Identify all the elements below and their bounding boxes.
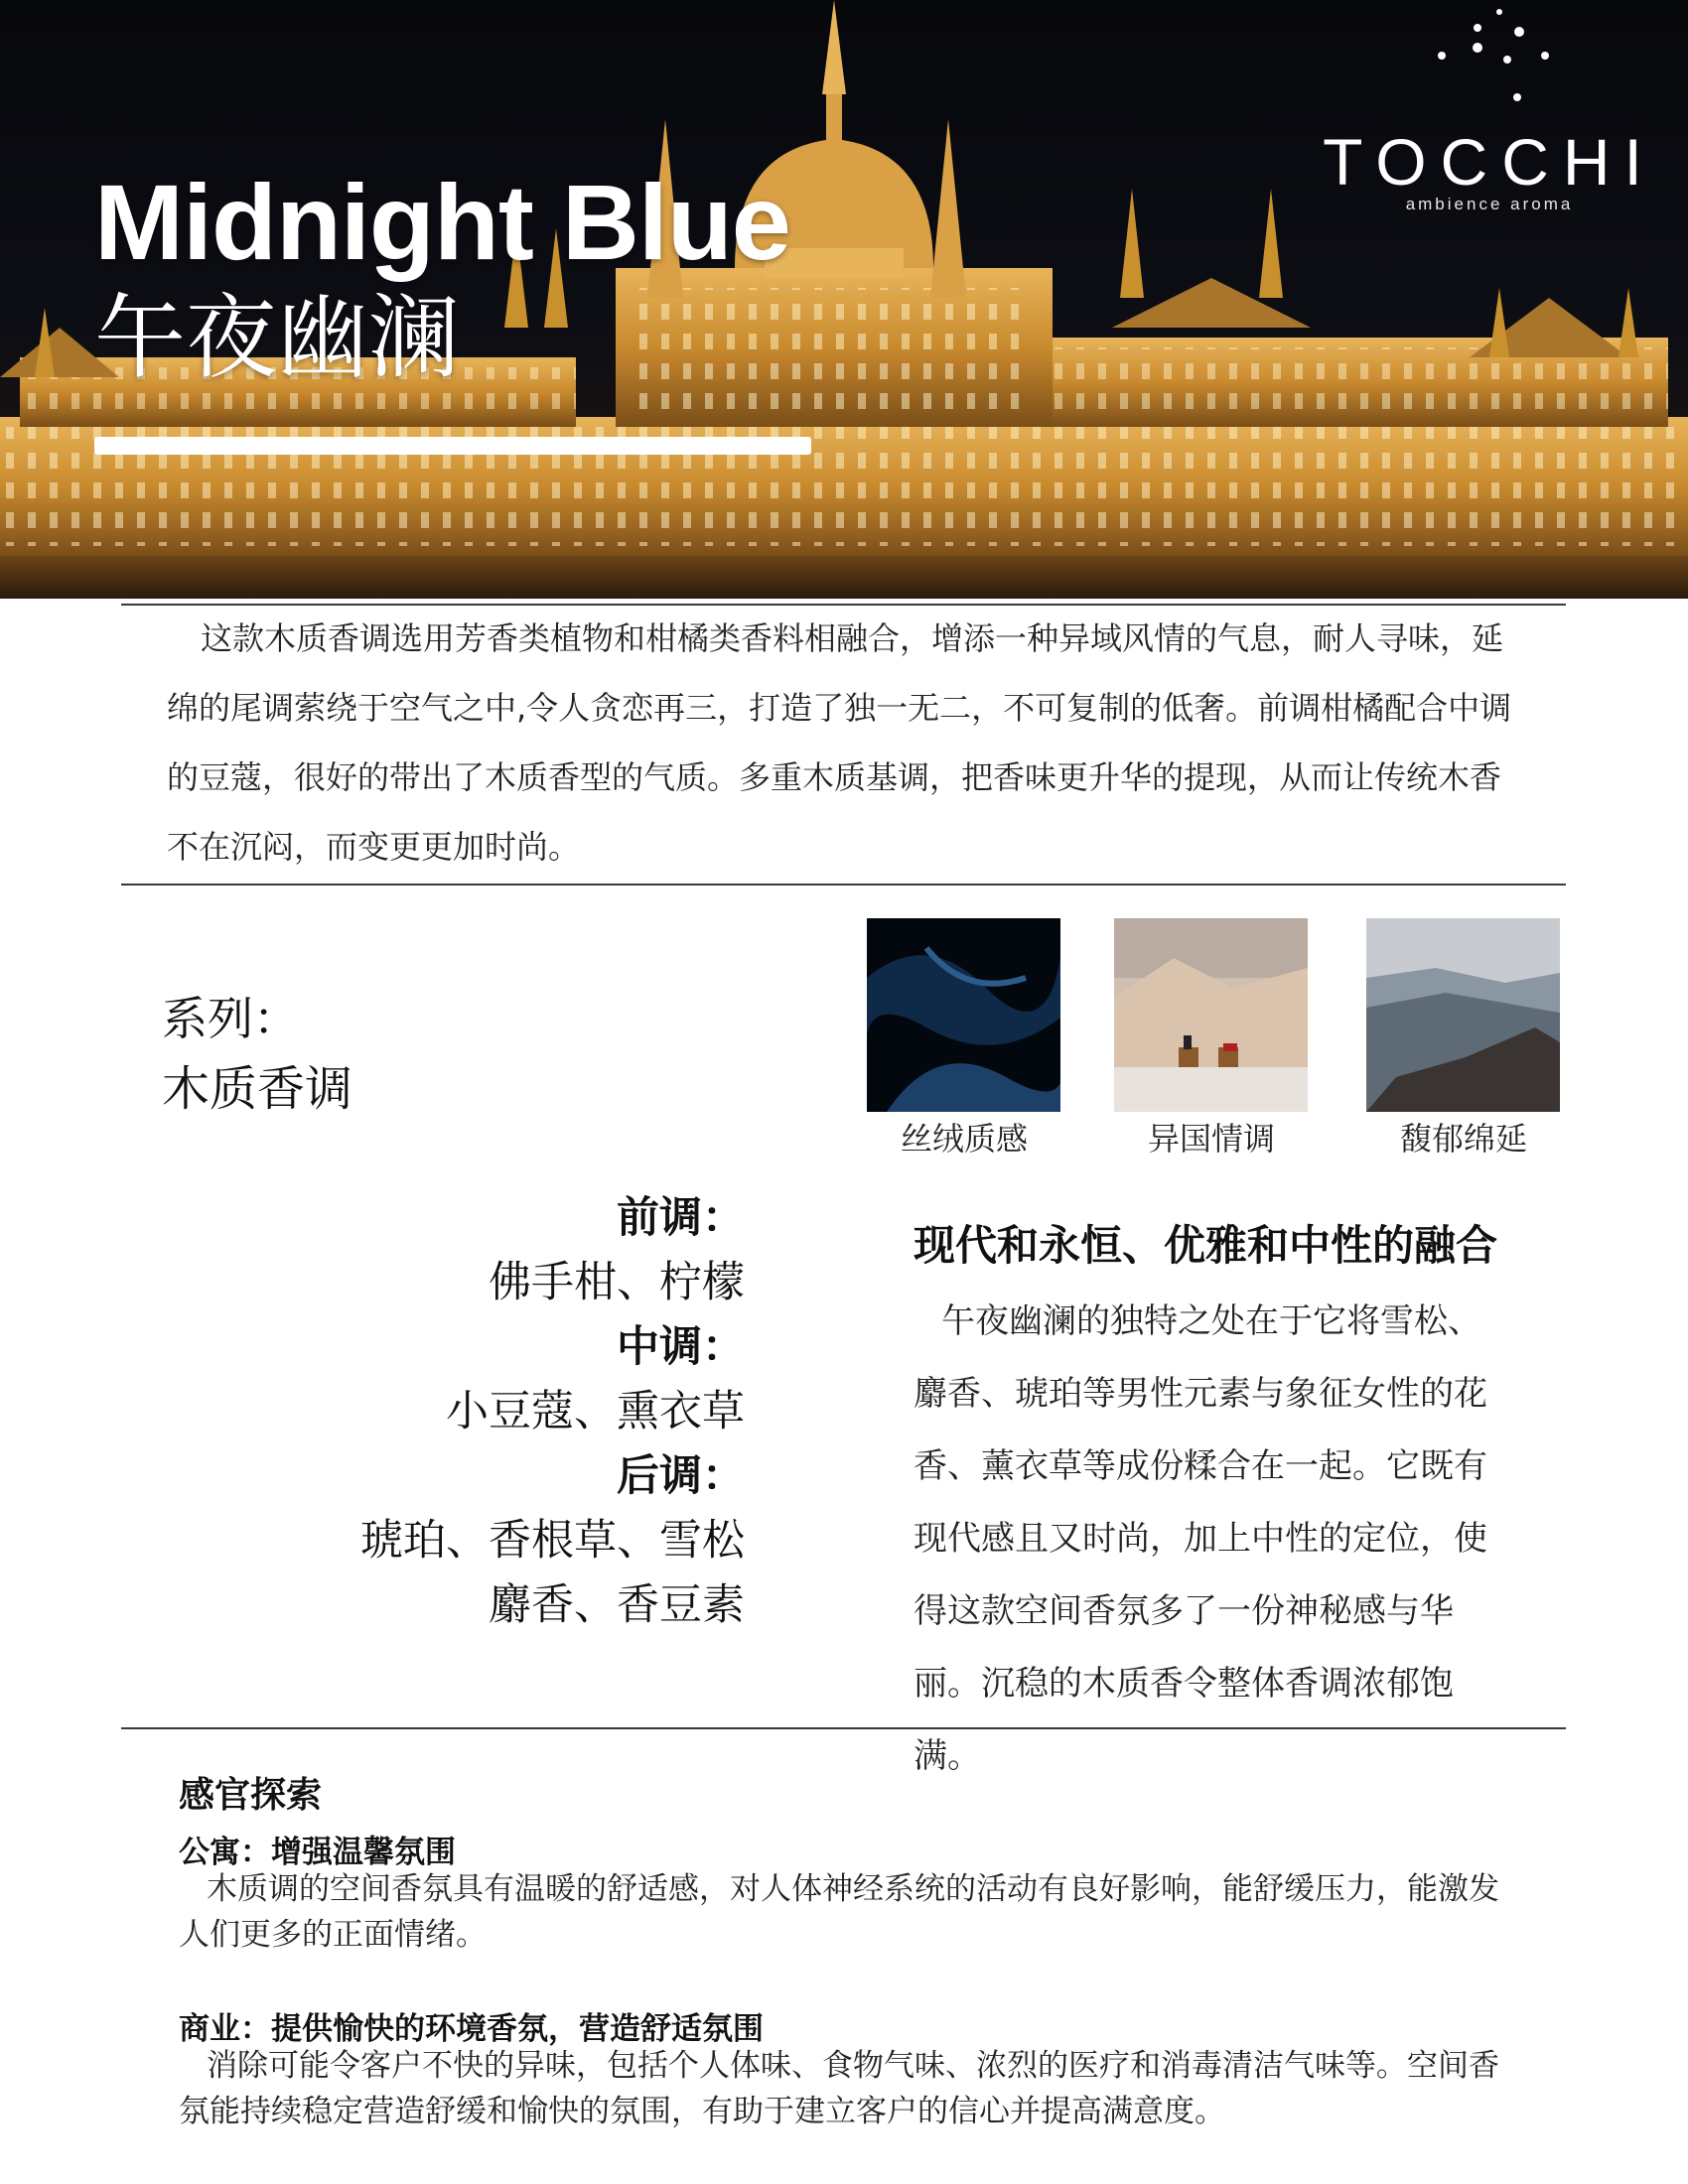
feature-body: 午夜幽澜的独特之处在于它将雪松、麝香、琥珀等男性元素与象征女性的花香、薰衣草等成份糅合在一起。它既有现代感且又时尚，加上中性的定位，使得这款空间香氛多了一份神秘感与华丽。沉稳的木质香令整体香调浓郁饱满。 [914,1301,1487,1776]
top-note-items: 佛手柑、柠檬 [489,1258,745,1307]
middle-note-label: 中调： [617,1322,745,1372]
base-note-items-continued: 麝香、香豆素 [489,1580,745,1630]
commercial-body: 消除可能令客户不快的异味，包括个人体味、食物气味、浓烈的医疗和消毒清洁气味等。空间香氛能持续稳定营造舒缓和愉快的氛围，有助于建立客户的信心并提高满意度。 [179,2048,1499,2129]
product-title-en: Midnight Blue [94,162,790,282]
logo-dots-icon [1390,0,1589,109]
hero-banner [0,0,1688,599]
commercial-heading: 商业：提供愉快的环境香氛，营造舒适氛围 [179,2011,764,2047]
feature-title: 现代和永恒、优雅和中性的融合 [914,1221,1498,1270]
apartment-heading: 公寓：增强温馨氛围 [179,1835,456,1870]
intro-paragraph: 这款木质香调选用芳香类植物和柑橘类香料相融合，增添一种异域风情的气息，耐人寻味，延绵的尾调萦绕于空气之中,令人贪恋再三，打造了独一无二，不可复制的低奢。前调柑橘配合中调的豆蔻，很好的带出了木质香型的气质。多重木质基调，把香味更升华的提现，从而让传统木香不在沉闷，而变更更加时尚。 [167,619,1512,866]
thumbnail-caption: 异国情调 [1147,1120,1275,1158]
mountain-ridges-image [1366,918,1560,1112]
brand-logo: TOCCHI [1323,125,1656,199]
divider [121,884,1566,886]
desert-camels-image [1114,918,1308,1112]
sensory-title: 感官探索 [179,1775,323,1816]
divider [121,1727,1566,1729]
apartment-body: 木质调的空间香氛具有温暖的舒适感，对人体神经系统的活动有良好影响，能舒缓压力，能激发人们更多的正面情绪。 [179,1871,1499,1953]
velvet-fabric-image [867,918,1060,1112]
product-title-cn: 午夜幽澜 [94,285,461,391]
top-note-label: 前调： [617,1193,745,1243]
thumbnail-caption: 丝绒质感 [900,1120,1028,1158]
base-note-label: 后调： [617,1451,745,1501]
series-value: 木质香调 [162,1061,353,1117]
thumbnail-caption: 馥郁绵延 [1399,1120,1527,1158]
title-underline [94,437,811,455]
scent-notes [360,1186,745,1638]
series-label: 系列： [162,992,299,1045]
brand-tagline: ambience aroma [1405,195,1574,213]
base-note-items: 琥珀、香根草、雪松 [360,1516,745,1566]
middle-note-items: 小豆蔻、熏衣草 [446,1387,745,1436]
